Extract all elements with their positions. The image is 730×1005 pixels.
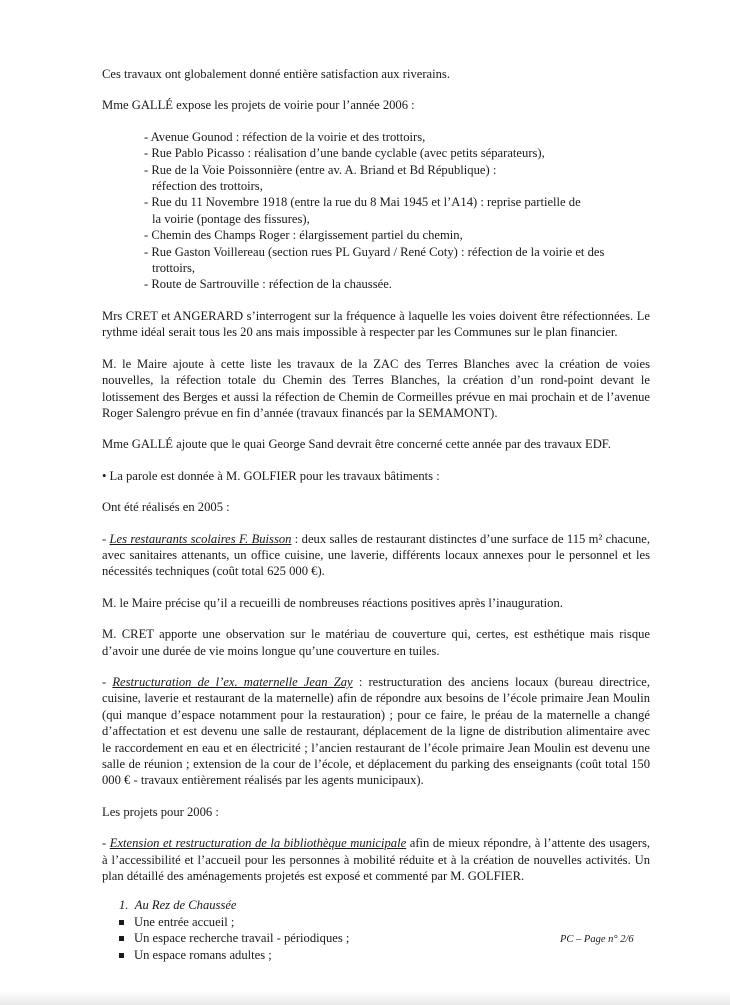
numbered-section: [102, 897, 650, 913]
paragraph-voirie-intro: Mme GALLÉ expose les projets de voirie pour l’année 2006 :: [102, 98, 415, 113]
paragraph-couverture: M. CRET apporte une observation sur le matériau de couverture qui, certes, est esthétique mais risque d’avoir une durée de vie moins longue qu’une couverture en tuiles.: [102, 627, 650, 658]
restaurants-title: Les restaurants scolaires F. Buisson: [109, 531, 292, 546]
paragraph-zac: M. le Maire ajoute à cette liste les travaux de la ZAC des Terres Blanches avec la création de voies nouvelles, la réfection totale du Chemin des Terres Blanches, la création d’un rond-point devant le lotissement des Berges et aussi la réfection de Chemin de Cormeilles prévue en mai prochain et de l’avenue Roger Salengro prévue en fin d’année (travaux financés par la SEMAMONT).: [102, 356, 650, 420]
voirie-item: - Rue de la Voie Poissonnière (entre av. A. Briand et Bd République) : réfection des trottoirs,: [144, 162, 497, 194]
paragraph-realises: Ont été réalisés en 2005 :: [102, 500, 230, 515]
scan-edge: [0, 991, 730, 1005]
voirie-list: [102, 129, 650, 293]
page-footer: PC – Page n° 2/6: [560, 934, 634, 945]
paragraph-quai: Mme GALLÉ ajoute que le quai George Sand devrait être concerné cette année par des travaux EDF.: [102, 437, 611, 452]
bibliotheque-title: Extension et restructuration de la bibliothèque municipale: [109, 836, 407, 851]
voirie-item: - Chemin des Champs Roger : élargissement partiel du chemin,: [144, 228, 463, 243]
paragraph-bibliotheque: - Extension et restructuration de la bibliothèque municipale afin de mieux répondre, à l’attente des usagers, à l’accessibilité et l’accueil pour les personnes à mobilité réduite et à la création de nouvelles activités. Un plan détaillé des aménagements projetés est exposé et commenté par M. GOLFIER.: [102, 836, 650, 884]
voirie-item: - Route de Sartrouville : réfection de la chaussée.: [144, 277, 392, 292]
jean-zay-title: Restructuration de l’ex. maternelle Jean Zay: [112, 674, 353, 689]
section-heading: 1. Au Rez de Chaussée: [119, 898, 237, 913]
list-item: Une entrée accueil ;: [118, 914, 650, 930]
voirie-item: - Rue Pablo Picasso : réalisation d’une bande cyclable (avec petits séparateurs),: [144, 146, 545, 161]
paragraph-jean-zay: - Restructuration de l’ex. maternelle Jean Zay : restructuration des anciens locaux (bureau directrice, cuisine, laverie et restaurant de la maternelle) afin de répondre aux besoins de l’école primaire Jean Moulin (qui manque d’espace notamment pour la restauration) ; pour ce faire, le préau de la maternelle a changé d’affectation et est devenu une salle de restaurant, déplacement de la ligne de distribution alimentaire avec le raccordement en eau et en électricité ; l’ancien restaurant de l’école primaire Jean Moulin est devenu une salle de réunion ; extension de la cour de l’école, et déplacement du parking des enseignants (coût total 150 000 € - travaux entièrement réalisés par les agents municipaux).: [102, 674, 650, 788]
list-item: Un espace romans adultes ;: [118, 947, 650, 963]
voirie-item: - Rue du 11 Novembre 1918 (entre la rue du 8 Mai 1945 et l’A14) : reprise partielle de la voirie (pontage des fissures),: [144, 195, 581, 226]
paragraph-batiments: • La parole est donnée à M. GOLFIER pour les travaux bâtiments :: [102, 468, 440, 483]
page-content: [102, 66, 650, 963]
voirie-item: - Rue Gaston Voillereau (section rues PL Guyard / René Coty) : réfection de la voirie et des trottoirs,: [144, 244, 605, 276]
paragraph-frequence: Mrs CRET et ANGERARD s’interrogent sur la fréquence à laquelle les voies doivent être réfectionnées. Le rythme idéal serait tous les 20 ans mais impossible à respecter par les Communes sur le plan financier.: [102, 308, 650, 340]
paragraph-projets: Les projets pour 2006 :: [102, 804, 219, 819]
paragraph-inauguration: M. le Maire précise qu’il a recueilli de nombreuses réactions positives après l’inauguration.: [102, 595, 563, 610]
voirie-item: - Avenue Gounod : réfection de la voirie et des trottoirs,: [144, 129, 426, 144]
list-item: Un espace recherche travail - périodiques ;: [118, 930, 650, 946]
paragraph-satisfaction: Ces travaux ont globalement donné entière satisfaction aux riverains.: [102, 67, 450, 81]
paragraph-restaurants: - Les restaurants scolaires F. Buisson : deux salles de restaurant distinctes d’une surface de 115 m² chacune, avec sanitaires attenants, un office cuisine, une laverie, différents locaux annexes pour le personnel et les nécessités techniques (coût total 625 000 €).: [102, 531, 651, 579]
